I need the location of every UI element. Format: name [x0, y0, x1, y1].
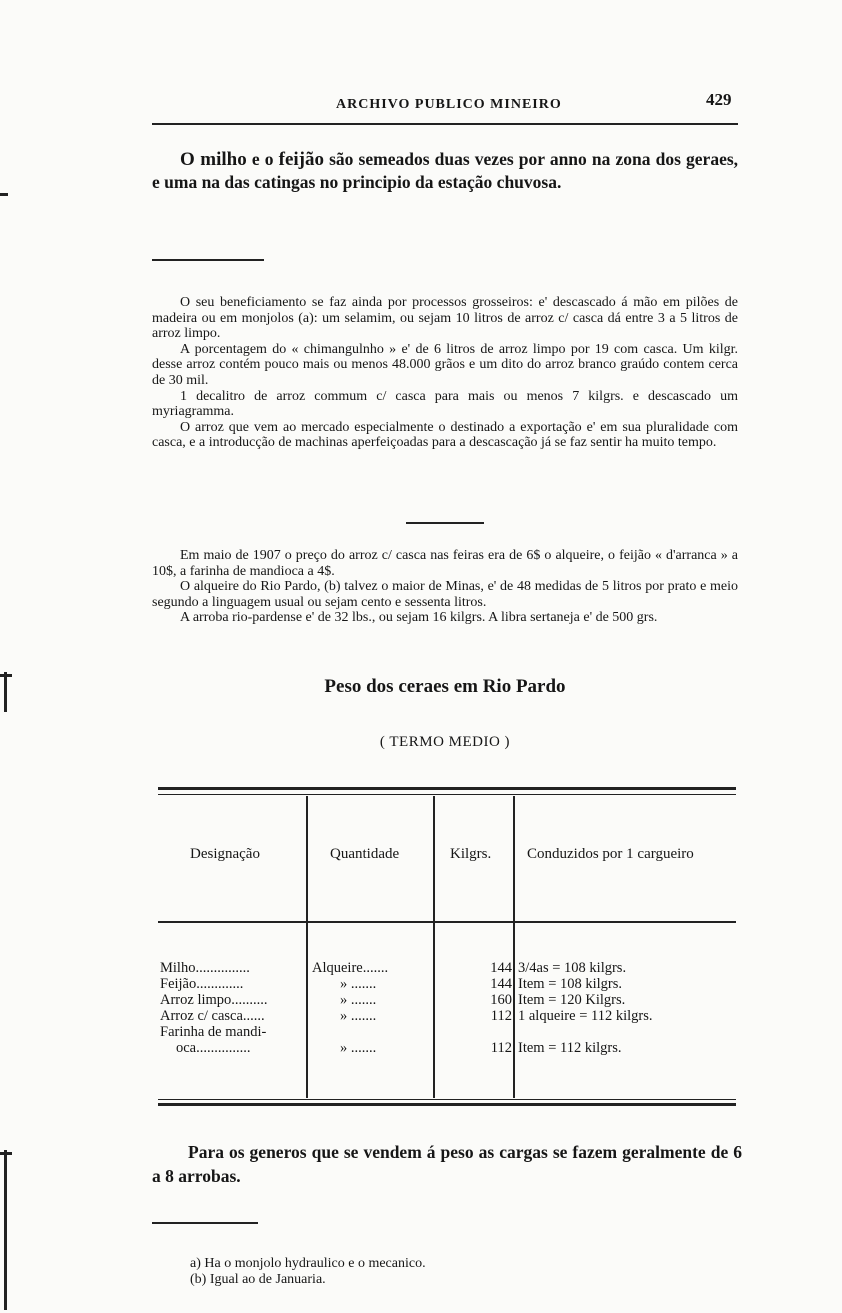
- section-rule: [152, 259, 264, 261]
- intro-paragraph: [152, 148, 738, 194]
- section-rule: [406, 522, 484, 524]
- table-cell-designacao: oca...............: [176, 1040, 251, 1056]
- table-cell-designacao: Arroz limpo..........: [160, 992, 268, 1008]
- table-cell-kilgrs: 144: [490, 960, 512, 976]
- closing-text: Para os generos que se vendem á peso as cargas se fazem geralmente de 6 a 8 arrobas.: [152, 1142, 742, 1186]
- footnotes: [190, 1256, 426, 1288]
- table-cell-conduzidos: Item = 108 kilgrs.: [518, 976, 623, 992]
- margin-mark: [0, 1152, 12, 1155]
- column-header-designacao: Designação: [190, 846, 260, 862]
- table-cell-kilgrs: 160: [490, 992, 512, 1008]
- margin-mark: [4, 1150, 7, 1310]
- table-cell-quantidade: » .......: [340, 1008, 377, 1024]
- section2-paragraph: A arroba rio-pardense e' de 32 lbs., ou sejam 16 kilgrs. A libra sertaneja e' de 500 grs.: [180, 610, 658, 626]
- running-header-title: ARCHIVO PUBLICO MINEIRO: [336, 97, 562, 112]
- table-cell-quantidade: Alqueire.......: [312, 960, 389, 976]
- intro-bold-milho: O milho: [180, 149, 247, 170]
- section1-paragraph: O seu beneficiamento se faz ainda por processos grosseiros: e' descascado á mão em pilões de madeira ou em monjolos (a): um selamim, ou sejam 10 litros de arroz c/ casca dá entre 3 a 5 litros de arroz limpo.: [152, 295, 738, 342]
- table-top-rule: [158, 787, 736, 790]
- table-header-rule: [158, 921, 736, 923]
- header-rule: [152, 123, 738, 125]
- intro-connector: e o: [251, 149, 274, 169]
- table-cell-designacao: Feijão.............: [160, 976, 244, 992]
- page-number: 429: [706, 90, 732, 109]
- table-cell-quantidade: » .......: [340, 976, 377, 992]
- table-cell-conduzidos: 1 alqueire = 112 kilgrs.: [518, 1008, 653, 1024]
- table-cell-designacao: Arroz c/ casca......: [160, 1008, 265, 1024]
- table-column-separator: [433, 796, 435, 1098]
- section2-paragraph: Em maio de 1907 o preço do arroz c/ casca nas feiras era de 6$ o alqueire, o feijão « d'arranca » a 10$, a farinha de mandioca a 4$.: [152, 548, 738, 579]
- section2-paragraph: O alqueire do Rio Pardo, (b) talvez o maior de Minas, e' de 48 medidas de 5 litros por prato e meio segundo a linguagem usual ou sejam cento e sessenta litros.: [152, 579, 738, 610]
- table-cell-designacao: Farinha de mandi-: [160, 1024, 267, 1040]
- footnote-rule: [152, 1222, 258, 1224]
- section2-text: [152, 548, 738, 626]
- margin-mark: [0, 193, 8, 196]
- footnote-b: (b) Igual ao de Januaria.: [190, 1272, 326, 1287]
- closing-paragraph: [152, 1140, 742, 1188]
- table-cell-designacao: Milho...............: [160, 960, 250, 976]
- margin-mark: [4, 672, 7, 712]
- table-column-separator: [513, 796, 515, 1098]
- table-cell-kilgrs: 112: [490, 1008, 512, 1024]
- table-bottom-rule: [158, 1099, 736, 1100]
- footnote-a: a) Ha o monjolo hydraulico e o mecanico.: [190, 1256, 426, 1271]
- table-cell-kilgrs: 144: [490, 976, 512, 992]
- section1-paragraph: 1 decalitro de arroz commum c/ casca para mais ou menos 7 kilgrs. e descascado um myriagramma.: [152, 388, 738, 420]
- table-cell-quantidade: » .......: [340, 992, 377, 1008]
- table-bottom-rule-thick: [158, 1103, 736, 1106]
- table-subtitle: ( TERMO MEDIO ): [379, 734, 511, 750]
- table-cell-conduzidos: 3/4as = 108 kilgrs.: [518, 960, 627, 976]
- table-cell-conduzidos: Item = 112 kilgrs.: [518, 1040, 622, 1056]
- column-header-quantidade: Quantidade: [330, 846, 400, 862]
- margin-mark: [0, 674, 12, 677]
- intro-bold-feijao: feijão: [278, 149, 324, 170]
- table-column-separator: [306, 796, 308, 1098]
- table-top-rule-thin: [158, 794, 736, 795]
- intro-text: são semeados duas vezes por anno na zona dos geraes, e uma na das catingas no principio da estação chuvosa.: [152, 149, 739, 192]
- table-cell-kilgrs: 112: [490, 1040, 512, 1056]
- column-header-kilgrs: Kilgrs.: [450, 846, 492, 862]
- column-header-conduzidos: Conduzidos por 1 cargueiro: [527, 846, 694, 862]
- section1-text: [152, 295, 738, 451]
- table-cell-conduzidos: Item = 120 Kilgrs.: [518, 992, 626, 1008]
- section1-paragraph: O arroz que vem ao mercado especialmente o destinado a exportação e' em sua pluralidade com casca, e a introducção de machinas aperfeiçoadas para a descascação já se faz sentir ha muito tempo.: [152, 419, 738, 451]
- table-title: Peso dos ceraes em Rio Pardo: [324, 676, 566, 697]
- section1-paragraph: A porcentagem do « chimangulnho » e' de 6 litros de arroz limpo por 19 com casca. Um kilgr. desse arroz contém pouco mais ou menos 48.000 grãos e um dito do arroz branco graúdo contem cerca de 30 mil.: [152, 341, 738, 388]
- table-cell-quantidade: » .......: [340, 1040, 377, 1056]
